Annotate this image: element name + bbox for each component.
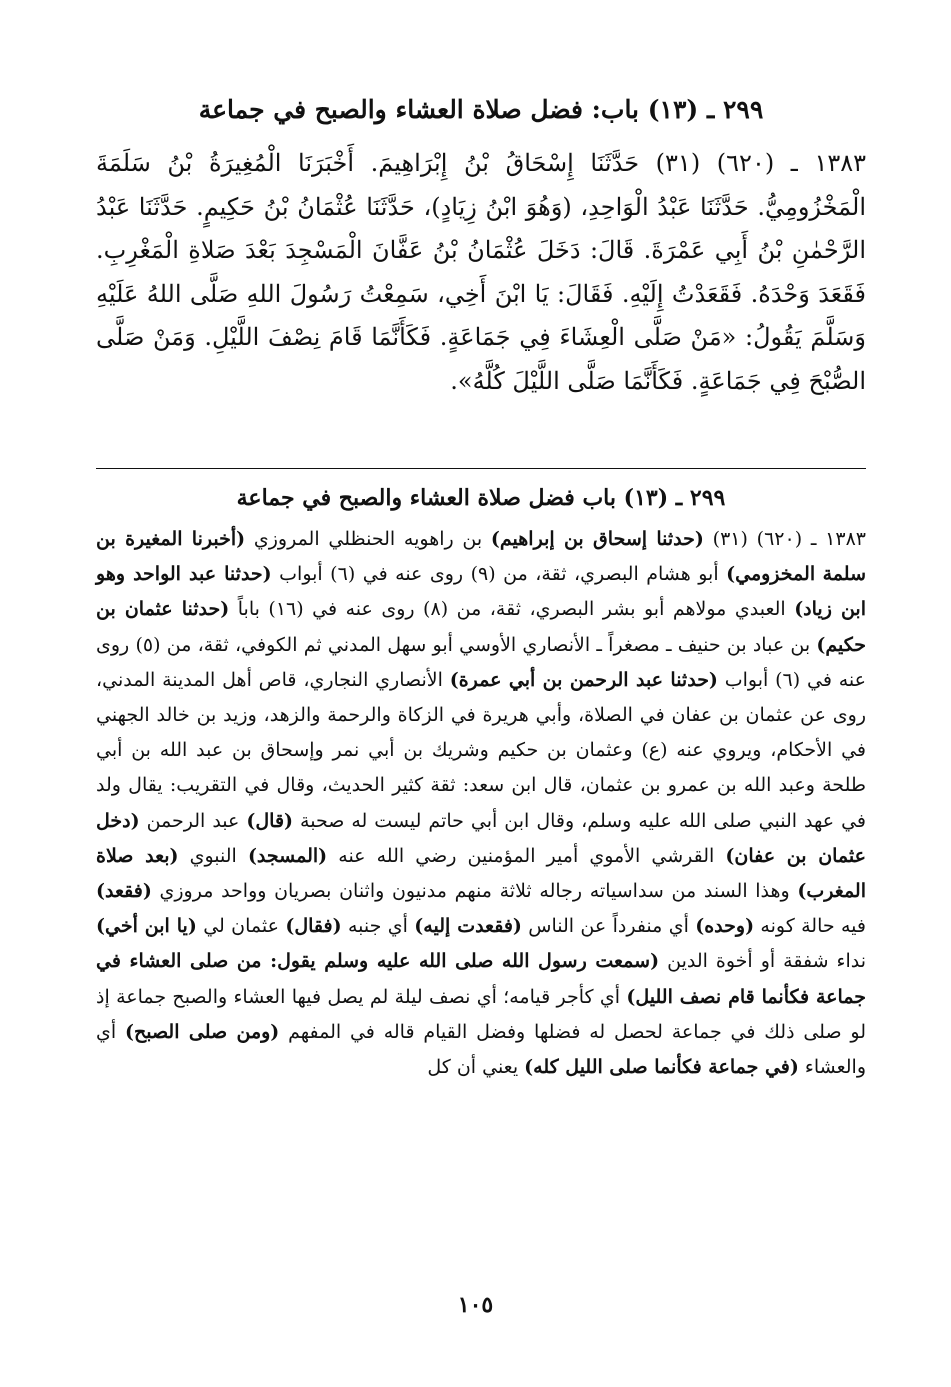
commentary-quote: (المسجد) <box>247 844 328 867</box>
commentary-quote: (ومن صلى الصبح) <box>124 1020 280 1043</box>
commentary-quote: (أخبرنا المغيرة بن سلمة <box>96 528 866 586</box>
commentary-quote: (سمعت رسول الله صلى الله عليه وسلم يقول: من صلى العشاء في جماعة فكأنما قام نصف الليل) <box>96 950 866 1008</box>
commentary-segment: أي والعشاء <box>96 1020 866 1079</box>
commentary-segment: القرشي الأموي أمير المؤمنين رضي الله عنه <box>327 844 726 867</box>
commentary-quote: (يا ابن أخي) <box>96 915 197 938</box>
commentary-segment: يعني أن كل <box>427 1056 525 1079</box>
commentary-segment: فيه حالة كونه <box>754 915 867 938</box>
commentary-quote: (فقعدت إليه) <box>414 915 522 938</box>
page-number: ١٠٥ <box>457 1292 494 1318</box>
commentary-segment: أي كأجر قيامه؛ أي نصف ليلة لم يصل فيها العشاء والصبح جماعة إذ لو صلى ذلك في جماعة لحصل له فضلها وفضل القيام قاله في المفهم <box>96 985 866 1043</box>
commentary-segment: وهذا السند من سداسياته رجاله ثلاثة منهم مدنيون واثنان بصريان وواحد مروزي <box>151 880 798 903</box>
commentary-segment: عبد الرحمن <box>139 809 247 832</box>
commentary-segment: النبوي <box>178 844 248 867</box>
commentary-chapter-title: ٢٩٩ ـ (١٣) باب فضل صلاة العشاء والصبح في جماعة <box>236 485 726 511</box>
hadith-text: ١٣٨٣ ـ (٦٢٠) (٣١) حَدَّثَنَا إِسْحَاقُ بْنُ إِبْرَاهِيمَ. أَخْبَرَنَا الْمُغِيرَةُ بْنُ سَلَمَةَ الْمَخْزُومِيُّ. حَدَّثَنَا عَبْدُ الْوَاحِدِ، (وَهُوَ ابْنُ زِيَادٍ)، حَدَّثَنَا عُثْمَانُ بْنُ حَكِيمٍ. حَدَّثَنَا عَبْدُ الرَّحْمٰنِ بْنُ أَبِي عَمْرَةَ. قَالَ: دَخَلَ عُثْمَانُ بْنُ عَفَّانَ الْمَسْجِدَ بَعْدَ صَلاةِ الْمَغْرِبِ. فَقَعَدَ وَحْدَهُ. فَقَعَدْتُ إِلَيْهِ. فَقَالَ: يَا ابْنَ أَخِي، سَمِعْتُ رَسُولَ اللهِ صَلَّى اللهُ عَلَيْهِ وَسَلَّمَ يَقُولُ: «مَنْ صَلَّى الْعِشَاءَ فِي جَمَاعَةٍ. فَكَأَنَّمَا قَامَ نِصْفَ اللَّيْلِ. وَمَنْ صَلَّى الصُّبْحَ فِي جَمَاعَةٍ. فَكَأَنَّمَا صَلَّى اللَّيْلَ كُلَّهُ». <box>96 149 867 395</box>
chapter-title: ٢٩٩ ـ (١٣) باب: فضل صلاة العشاء والصبح في جماعة <box>198 95 764 124</box>
commentary-segment: العبدي مولاهم أبو بشر البصري، ثقة، من (٨) روى عنه في (١٦) باباً <box>229 598 795 621</box>
commentary-segment: بن عباد بن حنيف ـ مصغراً ـ الأنصاري الأوسي أبو سهل المدني ثم الكوفي، ثقة، من (٥) روى عنه في (٦) أبواب <box>96 633 866 691</box>
commentary-quote: (بعد صلاة المغرب) <box>96 844 866 903</box>
commentary-quote: (حدثنا عثمان بن حكيم) <box>96 598 866 656</box>
commentary-segment <box>815 563 823 585</box>
commentary-quote: (حدثنا إسحاق بن إبراهيم) <box>490 528 704 550</box>
commentary-segment: عثمان لي <box>196 915 286 938</box>
commentary-segment: أي منفرداً عن الناس <box>521 915 696 938</box>
commentary-quote: (وحده) <box>695 915 755 938</box>
commentary-segment: الأنصاري النجاري، قاص أهل المدينة المدني، روى عن عثمان بن عفان في الصلاة، وأبي هريرة في الزكاة والرحمة والزهد، وزيد بن خالد الجهني في الأحكام، ويروي عنه (ع) وعثمان بن حكيم وشريك بن أبي نمر وإسحاق بن عبد الله بن أبي طلحة وعبد الله بن عمرو بن عثمان، قال ابن سعد: ثقة كثير الحديث، وقال في التقريب: يقال ولد في عهد النبي صلى الله عليه وسلم، وقال ابن أبي حاتم ليست له صحبة <box>96 668 867 832</box>
commentary-segment: نداء شفقة أو أخوة الدين <box>659 950 866 973</box>
commentary-quote: (في جماعة فكأنما صلى الليل كله) <box>524 1056 799 1079</box>
commentary-segment: ١٣٨٣ ـ (٦٢٠) (٣١) <box>703 528 866 550</box>
commentary-quote: (فقال) <box>285 915 342 938</box>
commentary-quote: (فقعد) <box>96 880 152 903</box>
commentary-quote: (حدثنا عبد الرحمن بن أبي عمرة) <box>449 668 718 691</box>
commentary-text <box>96 522 866 1085</box>
section-divider <box>96 468 866 469</box>
commentary-quote: (دخل عثمان بن عفان) <box>96 809 866 867</box>
commentary-segment: أبو هشام البصري، ثقة، من (٩) روى عنه في (٦) أبواب <box>271 563 727 586</box>
commentary-segment: أي جنبه <box>341 915 415 938</box>
commentary-quote: المخزومي) <box>726 563 816 586</box>
matn-section <box>96 92 866 403</box>
commentary-quote: (حدثنا عبد الواحد وهو ابن زياد) <box>96 563 866 621</box>
commentary-quote: (قال) <box>246 809 294 832</box>
commentary-segment: بن راهويه الحنظلي المروزي <box>245 528 491 550</box>
commentary-section <box>96 478 866 1085</box>
